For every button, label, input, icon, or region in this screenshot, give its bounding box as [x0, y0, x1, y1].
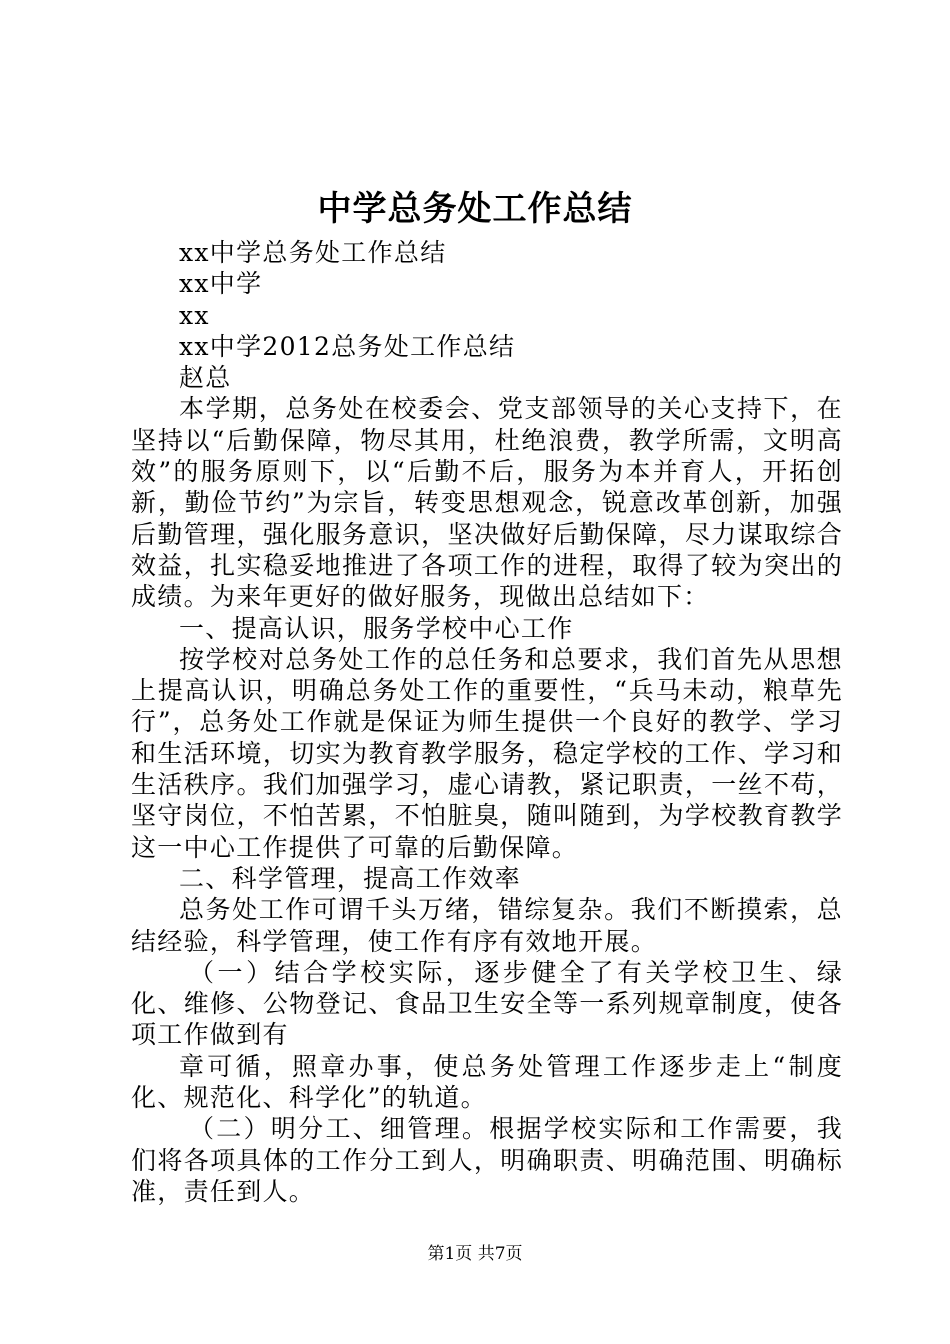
paragraph: xx: [179, 300, 210, 330]
paragraph: （二）明分工、细管理。根据学校实际和工作需要，我们将各项具体的工作分工到人，明确职责、明确范围、明确标准，责任到人。: [131, 1114, 843, 1206]
paragraph: （一）结合学校实际，逐步健全了有关学校卫生、绿化、维修、公物登记、食品卫生安全等一系列规章制度，使各项工作做到有: [131, 957, 843, 1050]
paragraph: xx中学: [179, 269, 263, 299]
document-title: 中学总务处工作总结: [317, 189, 633, 229]
page-footer: 第1页 共7页: [427, 1244, 523, 1264]
paragraph: 本学期，总务处在校委会、党支部领导的关心支持下，在坚持以“后勤保障，物尽其用，杜绝浪费，教学所需，文明高效”的服务原则下，以“后勤不后，服务为本并育人，开拓创新，勤俭节约”为宗旨，转变思想观念，锐意改革创新，加强后勤管理，强化服务意识，坚决做好后勤保障，尽力谋取综合效益，扎实稳妥地推进了各项工作的进程，取得了较为突出的成绩。为来年更好的做好服务，现做出总结如下：: [131, 394, 843, 612]
paragraph: 按学校对总务处工作的总任务和总要求，我们首先从思想上提高认识，明确总务处工作的重要性，“兵马未动，粮草先行”，总务处工作就是保证为师生提供一个良好的教学、学习和生活环境，切实为教育教学服务，稳定学校的工作、学习和生活秩序。我们加强学习，虚心请教，紧记职责，一丝不苟，坚守岗位，不怕苦累，不怕脏臭，随叫随到，为学校教育教学这一中心工作提供了可靠的后勤保障。: [131, 644, 843, 862]
paragraph: 总务处工作可谓千头万绪，错综复杂。我们不断摸索，总结经验，科学管理，使工作有序有效地开展。: [131, 895, 843, 956]
section-heading: 一、提高认识，服务学校中心工作: [179, 613, 574, 643]
section-heading: 二、科学管理，提高工作效率: [179, 863, 521, 893]
paragraph: 赵总: [179, 363, 232, 393]
paragraph: xx中学总务处工作总结: [179, 238, 447, 267]
paragraph: xx中学2012总务处工作总结: [179, 331, 516, 361]
document-body: [131, 237, 843, 1207]
paragraph: 章可循，照章办事，使总务处管理工作逐步走上“制度化、规范化、科学化”的轨道。: [131, 1051, 843, 1113]
